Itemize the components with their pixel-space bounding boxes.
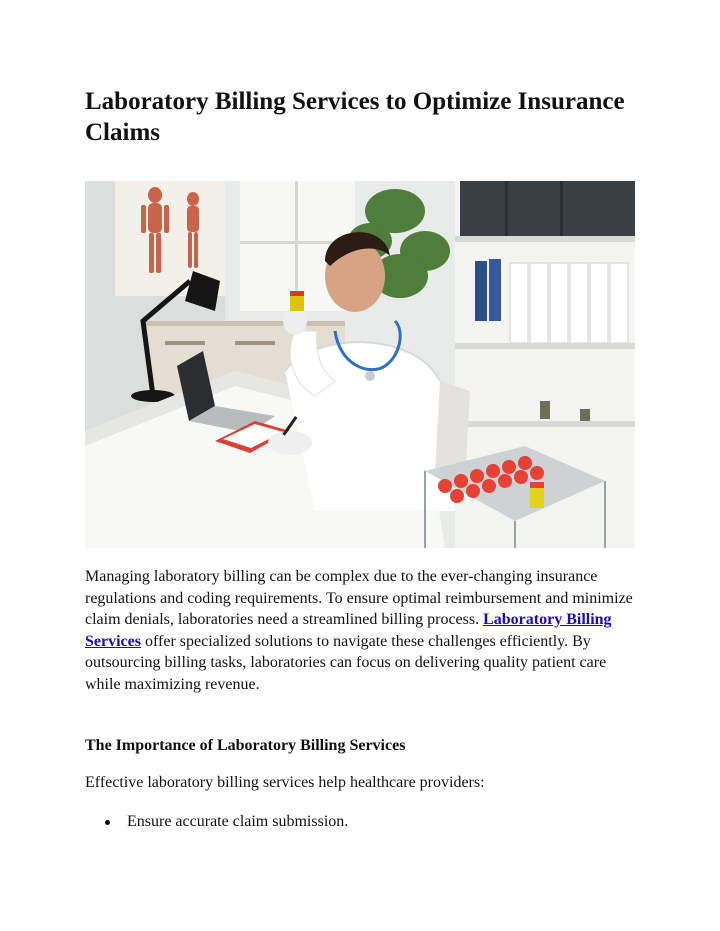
section-lead: Effective laboratory billing services help healthcare providers: [85, 774, 485, 791]
section-heading: The Importance of Laboratory Billing Services [85, 737, 406, 754]
benefit-list [85, 812, 348, 832]
list-item-text: Ensure accurate claim submission. [127, 813, 349, 830]
intro-text-end: offer specialized solutions to navigate these challenges efficiently. By outsourcing billing tasks, laboratories can focus on delivering quality patient care while maximizing revenue. [85, 632, 607, 693]
intro-paragraph [85, 566, 645, 695]
bullet-icon [105, 820, 110, 825]
list-item [85, 812, 348, 832]
laboratory-billing-services-link[interactable]: Laboratory Billing Services [85, 611, 612, 650]
page-title: Laboratory Billing Services to Optimize Insurance Claims [85, 88, 625, 146]
intro-text-start: Managing laboratory billing can be complex due to the ever-changing insurance regulations and coding requirements. To ensure optimal reimbursement and minimize claim denials, laboratories need a streamlined billing process. [85, 568, 633, 628]
hero-image [85, 181, 635, 548]
